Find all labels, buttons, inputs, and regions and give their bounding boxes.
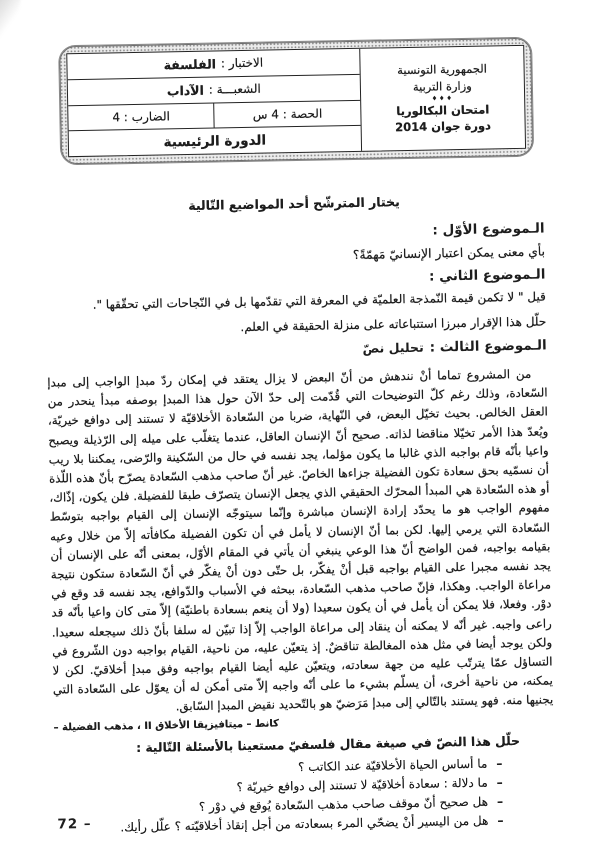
- chooser-note: يختار المترشّح أحد المواضيع التّالية: [188, 194, 400, 214]
- essay-text: من المشروع تماما أنْ نندهش من أنّ البعض لا يزال يعتقد في إمكان ردّ مبدإ الواجب إلى مبدإ السّعادة، وذلك رغم كلّ التوضيحات التي قُدّمت إلى حدّ الآن حول هذا المبدإ بوصفه مبدأ ينحدر من العقل الخالص. بحيث تخيّل البعض، في النّهاية، ضربا من السّعادة الأخلاقيّة لا تستند إلى دوافع خيريّة، ويُعدّ هذا الأمر تخيّلا مناقضا لذاته. صحيح أنّ الإنسان العاقل، عندما يتغلّب على ميله إلى الرّذيلة ويصبح واعيا بأنّه قام بواجبه الذي غالبا ما يكون مؤلما، يجد نفسه في حال من السّكينة والرّضى، يمكننا بلا ريب أن نسمّيه بحق سعادة تكون الفضيلة جزاءها الخاصّ. غير أنّ صاحب مذهب السّعادة يصرّح بأنّ هذه اللّذة أو هذه السّعادة هي المبدأ المحرّك الحقيقي الذي يجعل الإنسان يتصرّف طبقا للفضيلة. فلن يكون، إذّاك، مفهوم الواجب هو ما يحدّد إرادة الإنسان مباشرة وإنّما سيتوجّه الإنسان إلى القيام بواجبه بتوسّط السّعادة التي يرمي إليها. لكن بما أنّ الإنسان لا يأمل في أن تكون الفضيلة مكافأته إلاّ من خلال وعيه بقيامه بواجبه، فمن الواضح أنّ هذا الوعي ينبغي أن يأتي في المقام الأوّل، بمعنى أنّه على الإنسان أن يجد نفسه مجبرا على القيام بواجبه قبل أنْ يفكّر، بل حتّى دون أنْ يفكّر في أنّ السّعادة ستكون نتيجة مراعاة الواجب. وهكذا، فإنّ صاحب مذهب السّعادة، ببحثه في الأسباب والدّوافع، يجد نفسه قد وقع في دوْر. وفعلا، فلا يمكن أن يأمل في أن يكون سعيدا (ولا أن ينعم بسعادة باطنيّة) إلاّ متى كان واعيا بأنّه قد راعى واجبه. غير أنّه لا يمكنه أن ينقاد إلى مراعاة الواجب إلاّ إذا تبيّن له سلفا بأنّ ذلك سيجعله سعيدا. ولكن يوجد أيضا في مثل هذه المغالطة تناقضٌ. إذ يتعيّن عليه، من ناحية، القيام بواجبه دون الشّروع في التساؤل عمّا يترتّب عليه من جهة سعادته، ويتعيّن عليه أيضا القيام بواجبه وفق مبدإ أخلاقيّ. لكن لا يمكنه، من ناحية أخرى، أن يسلّم بشيء ما على أنّه واجبه إلاّ متى أمكن له أن يعوّل على السّعادة التي يجنيها منه. فهو يستند بالتّالي إلى مبدإ مَرَضيّ هو بالتّحديد نقيض المبدإ السّابق.: [47, 366, 554, 714]
- diamonds-separator-icon: ♦♦♦: [431, 94, 454, 103]
- subject-value: الفلسفة: [163, 56, 217, 73]
- question-text: هل صحيح أنّ موقف صاحب مذهب السّعادة يُوقع في دوْر ؟: [198, 794, 489, 814]
- dash-bullet-icon: –: [497, 812, 504, 828]
- exam-header-inner: [66, 45, 526, 157]
- question-item: [54, 756, 502, 778]
- topic-1-question: بأي معنى يمكن اعتبار الإنسانيّ مَهمّةً؟: [352, 244, 546, 263]
- topic-3-heading: الـموضوع الثالث :: [429, 337, 547, 356]
- topic-2-quote: قيل " لا تكمن قيمة النّمذجة العلميّة في المعرفة التي تقدّمها بل في النّجاحات التي تحقّقها ".: [92, 289, 546, 312]
- topic-2-instruction: حلّل هذا الإقرار مبرزا استتباعاته على منزلة الحقيقة في العلم.: [240, 314, 547, 335]
- dash-bullet-icon: –: [496, 775, 503, 790]
- topic-1-heading: الـموضوع الأوّل :: [432, 220, 545, 239]
- duration-cell: الحصة : 4 س: [214, 100, 361, 127]
- topic-3-heading-row: [47, 337, 547, 362]
- exam-name: امتحان البكالوريا: [396, 102, 490, 119]
- question-item: [55, 813, 503, 835]
- question-item: [55, 775, 503, 797]
- topic-3-subtitle: تحليل نصّ: [362, 339, 424, 356]
- session-type-row: [69, 126, 361, 156]
- page-number: 72 –: [57, 815, 92, 833]
- country-name: الجمهورية التونسية: [397, 61, 488, 78]
- exam-session: دورة جوان 2014: [395, 118, 492, 135]
- dash-bullet-icon: –: [496, 794, 504, 809]
- subject-label: الاختبار :: [220, 55, 264, 71]
- question-text: هل من اليسير أنْ يضحّي المرء بسعادته من أجل إنقاذ أخلاقيّته ؟ علّل رأيك.: [120, 813, 489, 835]
- branch-label: الشعبـــة :: [208, 81, 261, 97]
- text-attribution: كانط – ميتافيزيقا الأخلاق II ، مذهب الفضيلة –: [53, 718, 280, 734]
- question-text: ما أساس الحياة الأخلاقيّة عند الكاتب ؟: [297, 756, 488, 774]
- question-text: ما دلالة : سعادة أخلاقيّة لا تستند إلى دوافع خيريّة ؟: [236, 775, 488, 794]
- exam-info-table: [67, 49, 361, 156]
- branch-value: الآداب: [166, 82, 204, 99]
- topic-2-heading: الـموضوع الثاني :: [428, 266, 546, 285]
- coefficient-text: الضارب : 4: [112, 109, 170, 125]
- dash-bullet-icon: –: [496, 756, 503, 771]
- question-item: [55, 794, 503, 816]
- session-type-text: الدورة الرئيسية: [163, 132, 267, 151]
- question-list: [54, 756, 503, 835]
- ministry-block: [359, 46, 525, 151]
- essay-instruction: حلّل هذا النصّ في صيغة مقال فلسفيّ مستعينا بالأسئلة التّالية :: [136, 733, 521, 755]
- exam-body: [44, 191, 556, 840]
- ministry-name: وزارة التربية: [412, 78, 472, 94]
- scan-smudge: [0, 0, 21, 58]
- exam-header-box: [59, 38, 533, 165]
- coefficient-cell: [68, 103, 214, 130]
